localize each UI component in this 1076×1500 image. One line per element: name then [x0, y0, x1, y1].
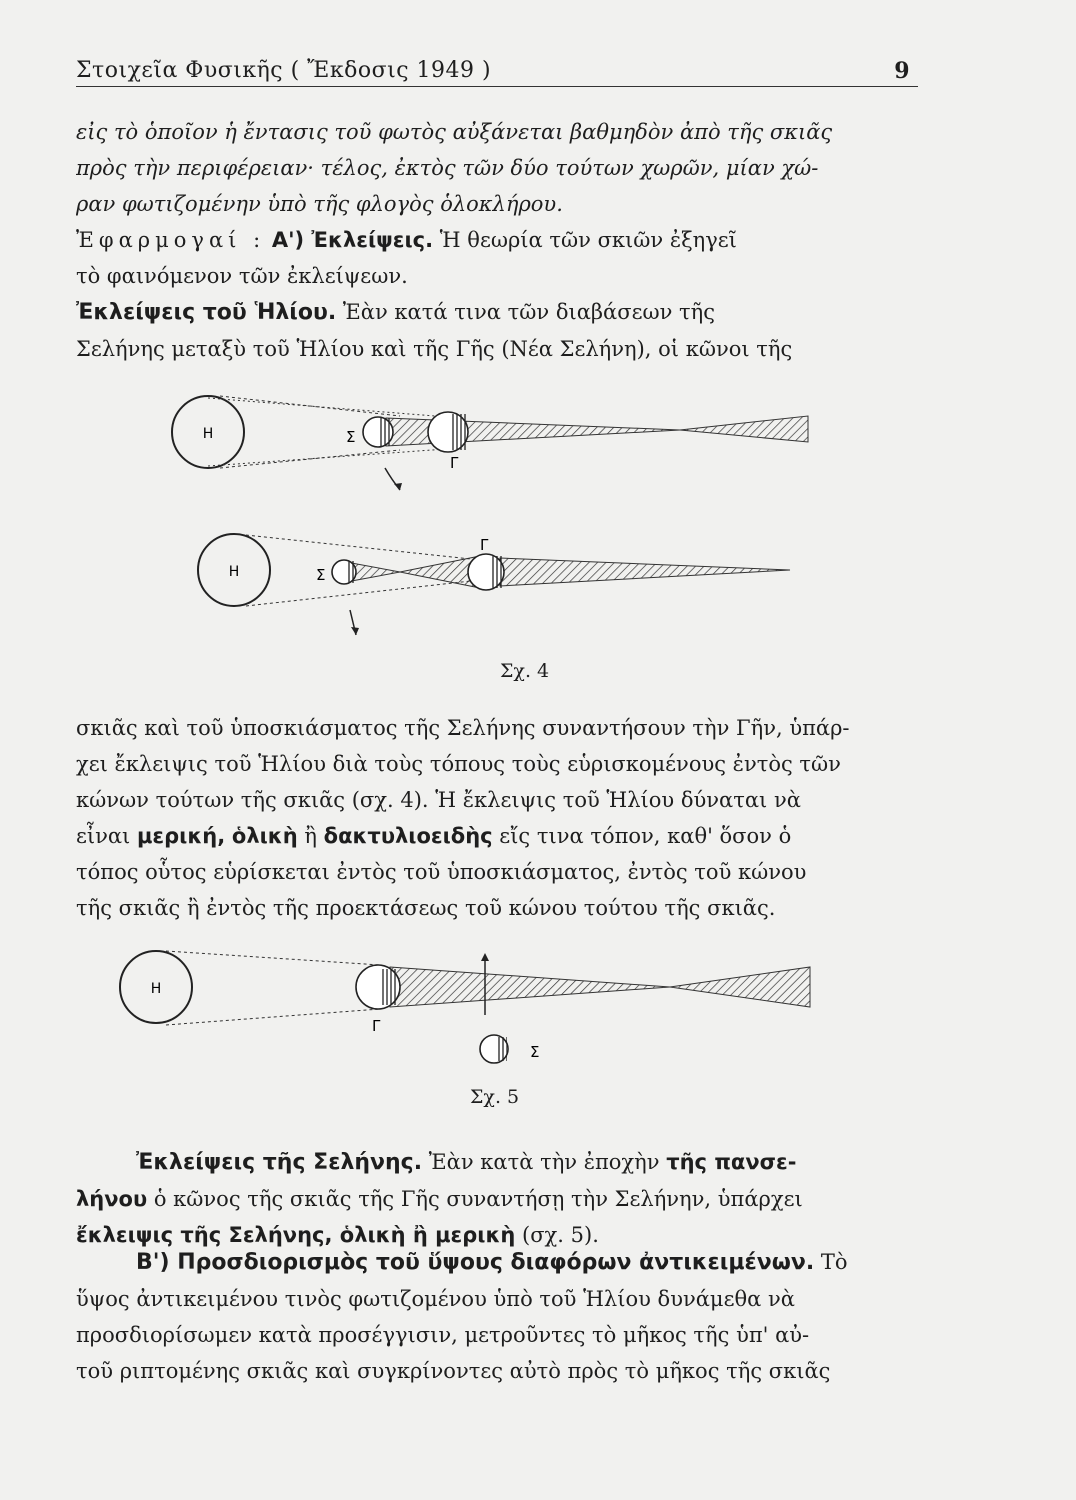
moon-label: Σ	[316, 566, 326, 584]
figure-5-lunar-eclipse-diagram	[110, 945, 830, 1085]
earth-label: Γ	[372, 1017, 381, 1035]
sun-label: Η	[202, 426, 214, 442]
heights-heading: Β') Προσδιορισμὸς τοῦ ὕψους διαφόρων ἀντικειμένων.	[136, 1250, 815, 1275]
figure-4-caption: Σχ. 4	[500, 660, 550, 682]
heights-paragraph	[76, 1244, 918, 1389]
text-line: τοῦ ριπτομένης σκιᾶς καὶ συγκρίνοντες αὐτὸ πρὸς τὸ μῆκος τῆς σκιᾶς	[76, 1359, 831, 1383]
figure-5-caption: Σχ. 5	[470, 1086, 520, 1108]
bold-fragment: τῆς πανσε-	[666, 1150, 797, 1174]
text-fragment: ὁ κῶνος τῆς σκιᾶς τῆς Γῆς συναντήσῃ τὴν Σελήνην, ὑπάρχει	[153, 1187, 803, 1211]
text-fragment: Ἡ θεωρία τῶν σκιῶν ἐξηγεῖ	[439, 228, 737, 252]
text-line: ραν φωτιζομένην ὑπὸ τῆς φλογὸς ὁλοκλήρου.	[76, 192, 563, 216]
text-line: εἰς τὸ ὁποῖον ἡ ἔντασις τοῦ φωτὸς αὐξάνεται βαθμηδὸν ἀπὸ τῆς σκιᾶς	[76, 120, 833, 144]
text-line: προσδιορίσωμεν κατὰ προσέγγισιν, μετροῦντες τὸ μῆκος τῆς ὑπ' αὐ-	[76, 1323, 810, 1347]
applications-label: Ἐφαρμογαί :	[76, 228, 266, 252]
text-fragment: εἴς τινα τόπον, καθ' ὅσον ὁ	[499, 824, 792, 848]
annular-term: δακτυλιοειδὴς	[323, 824, 493, 848]
lunar-eclipse-heading: Ἐκλείψεις τῆς Σελήνης.	[136, 1150, 423, 1175]
lunar-eclipse-paragraph	[76, 1144, 918, 1253]
text-line: τὸ φαινόμενον τῶν ἐκλείψεων.	[76, 264, 408, 288]
text-line: τόπος οὗτος εὑρίσκεται ἐντὸς τοῦ ὑποσκιάσματος, ἐντὸς τοῦ κώνου	[76, 860, 807, 884]
applications-paragraph	[76, 222, 918, 294]
text-fragment: (σχ. 5).	[522, 1223, 599, 1247]
total-term: ὁλικὴ	[231, 824, 298, 848]
text-fragment: Ἐὰν κατὰ τὴν ἐποχὴν	[428, 1150, 660, 1174]
solar-eclipse-heading: Ἐκλείψεις τοῦ Ἡλίου.	[76, 300, 337, 325]
eclipses-heading: Α') Ἐκλείψεις.	[271, 228, 434, 252]
partial-term: μερική,	[136, 824, 226, 848]
solar-eclipse-paragraph	[76, 294, 918, 367]
diagram-b	[198, 534, 790, 635]
text-line: χει ἔκλειψις τοῦ Ἡλίου διὰ τοὺς τόπους τοὺς εὑρισκομένους ἐντὸς τῶν	[76, 752, 841, 776]
bold-fragment: ἔκλειψις τῆς Σελήνης, ὁλικὴ ἢ μερικὴ	[76, 1223, 516, 1247]
text-line: τῆς σκιᾶς ἢ ἐντὸς τῆς προεκτάσεως τοῦ κώνου τούτου τῆς σκιᾶς.	[76, 896, 776, 920]
text-line: σκιᾶς καὶ τοῦ ὑποσκιάσματος τῆς Σελήνης συναντήσουν τὴν Γῆν, ὑπάρ-	[76, 716, 850, 740]
page-number: 9	[894, 58, 910, 84]
header-title: Στοιχεῖα Φυσικῆς ( Ἔκδοσις 1949 )	[76, 58, 492, 83]
text-fragment: εἶναι	[76, 824, 131, 848]
text-line: Σελήνης μεταξὺ τοῦ Ἡλίου καὶ τῆς Γῆς (Νέα Σελήνη), οἱ κῶνοι τῆς	[76, 337, 793, 361]
sun-label: Η	[228, 564, 240, 580]
solar-eclipse-continuation	[76, 710, 918, 926]
text-line: κώνων τούτων τῆς σκιᾶς (σχ. 4). Ἡ ἔκλειψις τοῦ Ἡλίου δύναται νὰ	[76, 788, 801, 812]
sun-label: Η	[150, 981, 162, 997]
figure-4-solar-eclipse-diagram	[160, 380, 840, 650]
text-fragment: Τὸ	[820, 1250, 848, 1274]
running-header	[76, 56, 918, 87]
text-line: πρὸς τὴν περιφέρειαν· τέλος, ἐκτὸς τῶν δύο τούτων χωρῶν, μίαν χώ-	[76, 156, 819, 180]
text-fragment: Ἐὰν κατά τινα τῶν διαβάσεων τῆς	[342, 300, 715, 324]
moon-label: Σ	[346, 428, 356, 446]
diagram-a	[172, 396, 808, 490]
earth-label: Γ	[450, 454, 459, 472]
text-line: ὕψος ἀντικειμένου τινὸς φωτιζομένου ὑπὸ τοῦ Ἡλίου δυνάμεθα νὰ	[76, 1287, 795, 1311]
moon-label: Σ	[530, 1043, 540, 1061]
bold-fragment: λήνου	[76, 1187, 148, 1211]
intro-paragraph	[76, 114, 918, 222]
earth-label: Γ	[480, 536, 489, 554]
text-fragment: ἢ	[304, 824, 317, 848]
